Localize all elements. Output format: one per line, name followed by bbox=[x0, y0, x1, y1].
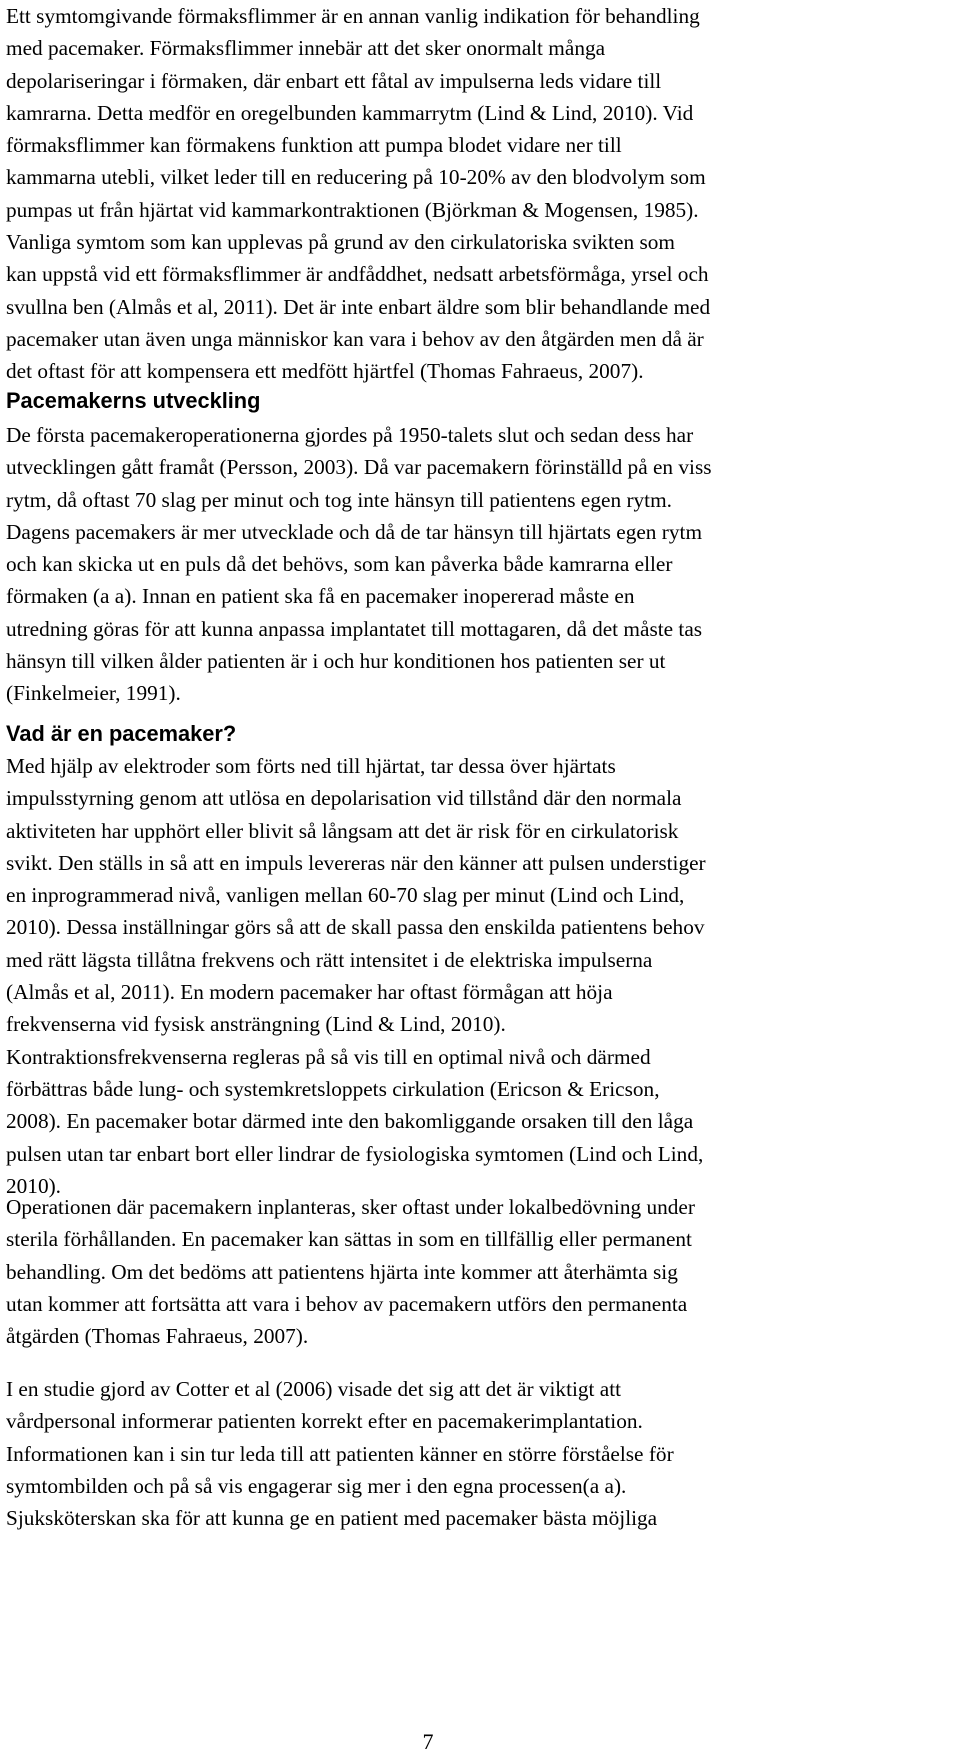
text-line: utvecklingen gått framåt (Persson, 2003). Då var pacemakern förinställd på en viss bbox=[6, 455, 712, 480]
text-line: vårdpersonal informerar patienten korrekt efter en pacemakerimplantation. bbox=[6, 1409, 643, 1434]
text-line: I en studie gjord av Cotter et al (2006) visade det sig att det är viktigt att bbox=[6, 1377, 622, 1401]
text-line: 2010). Dessa inställningar görs så att de skall passa den enskilda patientens behov bbox=[6, 915, 705, 940]
paragraph-operation bbox=[6, 1191, 886, 1352]
text-line: Informationen kan i sin tur leda till att patienten känner en större förståelse för bbox=[6, 1441, 674, 1466]
text-line: pumpas ut från hjärtat vid kammarkontraktionen (Björkman & Mogensen, 1985). bbox=[6, 197, 699, 222]
text-line: rytm, då oftast 70 slag per minut och tog inte hänsyn till patientens egen rytm. bbox=[6, 487, 672, 512]
text-line: Vanliga symtom som kan upplevas på grund av den cirkulatoriska svikten som bbox=[6, 230, 675, 255]
text-line: behandling. Om det bedöms att patientens hjärta inte kommer att återhämta sig bbox=[6, 1259, 678, 1284]
text-line: kammarna utebli, vilket leder till en reducering på 10-20% av den blodvolym som bbox=[6, 165, 706, 190]
paragraph-atrial-fibrillation bbox=[6, 0, 886, 388]
text-line: pulsen utan tar enbart bort eller lindrar de fysiologiska symtomen (Lind och Lind, bbox=[6, 1141, 704, 1166]
text-line: sterila förhållanden. En pacemaker kan sättas in som en tillfällig eller permanent bbox=[6, 1227, 692, 1252]
text-line: Med hjälp av elektroder som förts ned till hjärtat, tar dessa över hjärtats bbox=[6, 754, 616, 778]
text-line: frekvenserna vid fysisk ansträngning (Lind & Lind, 2010). bbox=[6, 1012, 506, 1037]
text-line: (Finkelmeier, 1991). bbox=[6, 681, 181, 706]
text-line: åtgärden (Thomas Fahraeus, 2007). bbox=[6, 1324, 309, 1349]
text-line: utan kommer att fortsätta att vara i behov av pacemakern utförs den permanenta bbox=[6, 1291, 688, 1316]
text-line: Operationen där pacemakern inplanteras, sker oftast under lokalbedövning under bbox=[6, 1195, 695, 1219]
heading-pacemaker-development: Pacemakerns utveckling bbox=[6, 388, 261, 413]
text-line: Sjuksköterskan ska för att kunna ge en patient med pacemaker bästa möjliga bbox=[6, 1506, 658, 1531]
text-line: depolariseringar i förmaken, där enbart ett fåtal av impulserna leds vidare till bbox=[6, 68, 662, 93]
text-line: symtombilden och på så vis engagerar sig mer i den egna processen(a a). bbox=[6, 1473, 627, 1498]
text-line: med rätt lägsta tillåtna frekvens och rätt intensitet i de elektriska impulserna bbox=[6, 947, 653, 972]
text-line: svikt. Den ställs in så att en impuls levereras när den känner att pulsen understiger bbox=[6, 850, 706, 875]
text-line: Ett symtomgivande förmaksflimmer är en annan vanlig indikation för behandling bbox=[6, 4, 700, 28]
heading-what-is-pacemaker: Vad är en pacemaker? bbox=[6, 721, 237, 746]
text-line: en inprogrammerad nivå, vanligen mellan 60-70 slag per minut (Lind och Lind, bbox=[6, 883, 685, 908]
text-line: utredning göras för att kunna anpassa implantatet till mottagaren, då det måste tas bbox=[6, 616, 703, 641]
page-number: 7 bbox=[422, 1729, 434, 1754]
paragraph-what-is-pacemaker bbox=[6, 750, 886, 1202]
text-line: De första pacemakeroperationerna gjordes på 1950-talets slut och sedan dess har bbox=[6, 423, 694, 447]
text-line: Kontraktionsfrekvenserna regleras på så vis till en optimal nivå och därmed bbox=[6, 1044, 651, 1069]
text-line: hänsyn till vilken ålder patienten är i och hur konditionen hos patienten ser ut bbox=[6, 649, 666, 674]
text-line: med pacemaker. Förmaksflimmer innebär att det sker onormalt många bbox=[6, 36, 606, 61]
text-line: impulsstyrning genom att utlösa en depolarisation vid tillstånd där den normala bbox=[6, 786, 682, 811]
text-line: förbättras både lung- och systemkretsloppets cirkulation (Ericson & Ericson, bbox=[6, 1076, 660, 1101]
paragraph-pacemaker-development bbox=[6, 419, 886, 710]
text-line: kan uppstå vid ett förmaksflimmer är andfåddhet, nedsatt arbetsförmåga, yrsel och bbox=[6, 262, 709, 287]
text-line: förmaksflimmer kan förmakens funktion att pumpa blodet vidare ner till bbox=[6, 133, 622, 158]
text-line: aktiviteten har upphört eller blivit så långsam att det är risk för en cirkulatorisk bbox=[6, 818, 679, 843]
text-line: svullna ben (Almås et al, 2011). Det är inte enbart äldre som blir behandlande med bbox=[6, 294, 711, 319]
text-line: kamrarna. Detta medför en oregelbunden kammarrytm (Lind & Lind, 2010). Vid bbox=[6, 100, 694, 125]
text-line: det oftast för att kompensera ett medfött hjärtfel (Thomas Fahraeus, 2007). bbox=[6, 359, 644, 384]
paragraph-study bbox=[6, 1373, 886, 1534]
text-line: 2008). En pacemaker botar därmed inte den bakomliggande orsaken till den låga bbox=[6, 1109, 694, 1134]
text-line: och kan skicka ut en puls då det behövs, som kan påverka både kamrarna eller bbox=[6, 552, 673, 577]
text-line: pacemaker utan även unga människor kan vara i behov av den åtgärden men då är bbox=[6, 326, 704, 351]
text-line: förmaken (a a). Innan en patient ska få en pacemaker inopererad måste en bbox=[6, 584, 635, 609]
text-line: 2010). bbox=[6, 1173, 62, 1198]
text-line: (Almås et al, 2011). En modern pacemaker har oftast förmågan att höja bbox=[6, 980, 613, 1005]
text-line: Dagens pacemakers är mer utvecklade och då de tar hänsyn till hjärtats egen rytm bbox=[6, 519, 703, 544]
